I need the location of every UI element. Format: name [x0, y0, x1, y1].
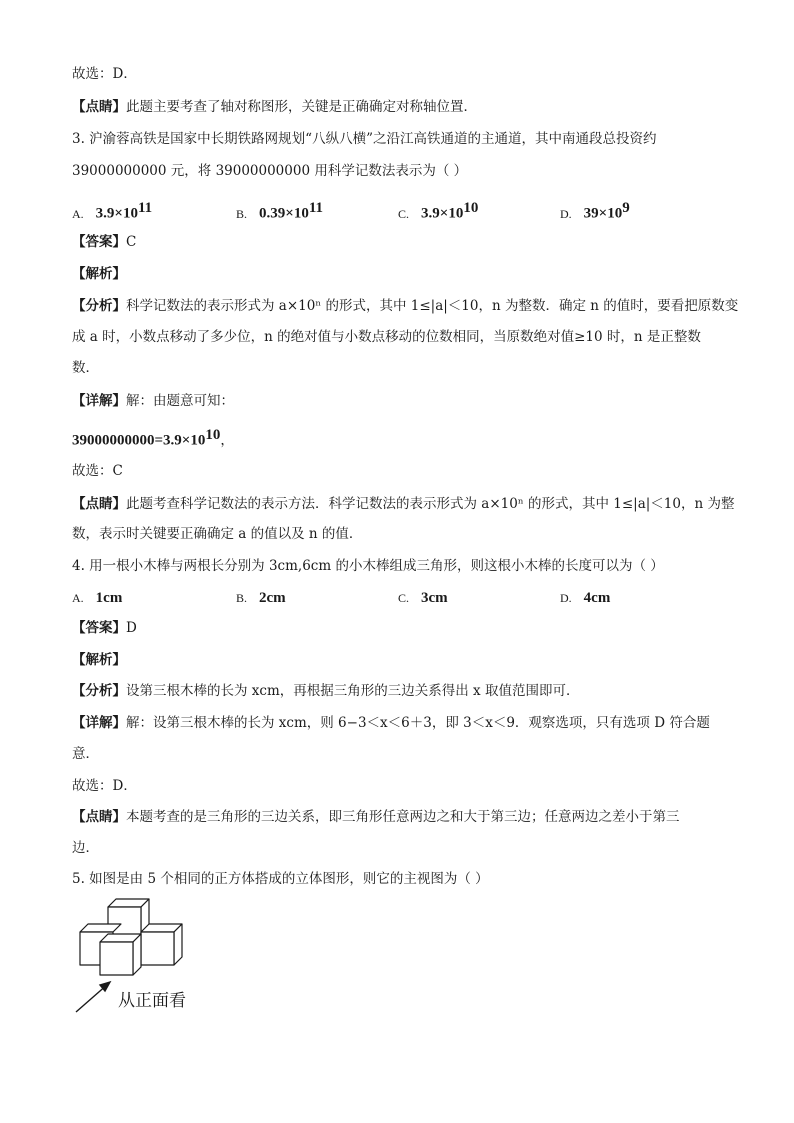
remark-line-2: 边． — [72, 840, 99, 856]
analysis-heading: 【解析】 — [72, 652, 126, 668]
figure-caption: 从正面看 — [118, 991, 186, 1011]
analysis-heading: 【解析】 — [72, 266, 126, 282]
equation-line: $39000000000=3.9\times 10^{10}$， — [72, 427, 234, 449]
cube-front — [100, 934, 141, 975]
analysis-line-1: 【分析】科学记数法的表示形式为 a×10ⁿ 的形式，其中 1≤|a|＜10，n 为整数．确定 n 的值时，要看把原数变 — [72, 298, 739, 314]
cube-right — [141, 924, 182, 965]
analysis-line-3: 数． — [72, 360, 99, 376]
q3-option-b: B. $0.39\times 10^{11}$ — [236, 200, 324, 222]
detail-line-1: 【详解】解：设第三根木棒的长为 xcm，则 6−3＜x＜6＋3，即 3＜x＜9．观察选项，只有选项 D 符合题 — [72, 715, 710, 731]
question-3-line-1: 3. 沪渝蓉高铁是国家中长期铁路网规划“八纵八横”之沿江高铁通道的主通道，其中南通段总投资约 — [72, 131, 657, 147]
question-3-line-2: 39000000000 元，将 39000000000 用科学记数法表示为（ ） — [72, 163, 468, 179]
remark-line: 【点睛】此题主要考查了轴对称图形，关键是正确确定对称轴位置． — [72, 99, 477, 115]
answer-line: 【答案】C — [72, 234, 137, 250]
section-tag: 【点睛】 — [72, 99, 126, 115]
q4-option-d: D. 4cm — [560, 590, 611, 606]
q4-option-b: B. 2cm — [236, 590, 286, 606]
q4-option-c: C. 3cm — [398, 590, 448, 606]
analysis-line: 【分析】设第三根木棒的长为 xcm，再根据三角形的三边关系得出 x 取值范围即可． — [72, 683, 580, 699]
analysis-line-2: 成 a 时，小数点移动了多少位，n 的绝对值与小数点移动的位数相同，当原数绝对值≥10 时，n 是正整数 — [72, 329, 701, 345]
view-arrow — [76, 982, 110, 1012]
q3-option-d: D. $39\times 10^9$ — [560, 200, 630, 222]
q3-option-c: C. $3.9\times 10^{10}$ — [398, 200, 479, 222]
remark-line-2: 数，表示时关键要正确确定 a 的值以及 n 的值． — [72, 526, 363, 542]
question-4-line: 4. 用一根小木棒与两根长分别为 3cm,6cm 的小木棒组成三角形，则这根小木棒的长度可以为（ ） — [72, 558, 664, 574]
answer-line: 【答案】D — [72, 620, 137, 636]
text-line: 故选：D． — [72, 66, 137, 82]
question-5-line: 5. 如图是由 5 个相同的正方体搭成的立体图形，则它的主视图为（ ） — [72, 871, 489, 887]
detail-line: 【详解】解：由题意可知： — [72, 393, 234, 409]
q4-option-a: A. 1cm — [72, 590, 123, 606]
choice-line: 故选：C — [72, 463, 123, 479]
remark-line: 【点睛】本题考查的是三角形的三边关系，即三角形任意两边之和大于第三边；任意两边之差小于第三 — [72, 809, 680, 825]
remark-line: 【点睛】此题考查科学记数法的表示方法．科学记数法的表示形式为 a×10ⁿ 的形式，其中 1≤|a|＜10，n 为整 — [72, 496, 735, 512]
detail-line-2: 意． — [72, 746, 99, 762]
choice-line: 故选：D． — [72, 778, 137, 794]
q3-option-a: A. $3.9\times 10^{11}$ — [72, 200, 153, 222]
